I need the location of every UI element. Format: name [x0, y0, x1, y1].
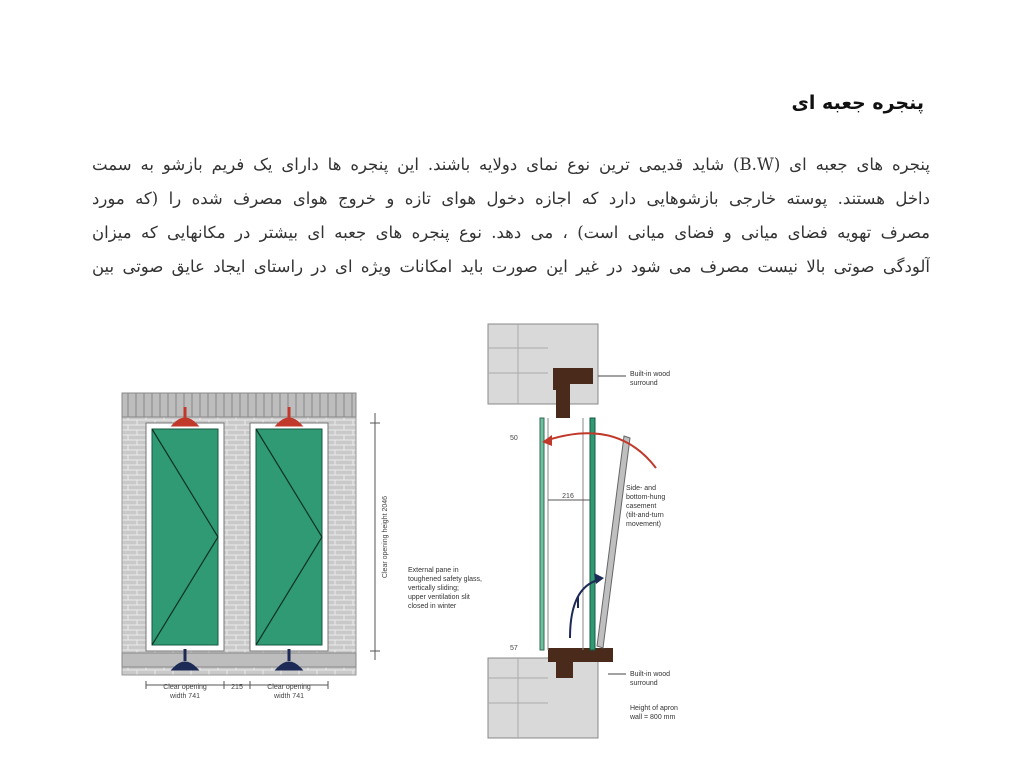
window-elevation-drawing	[110, 385, 400, 715]
depth-dimension-label: 216	[562, 493, 574, 500]
left-width-label: Clear opening	[163, 684, 207, 691]
paragraph-line: آلودگی صوتی بالا نیست مصرف می شود در غیر این صورت باید امکانات ویژه ای در راستای ایجاد عایق صوتی بین	[92, 257, 930, 276]
external-pane	[540, 418, 544, 650]
glass-pane-right	[256, 429, 322, 645]
apron-label: wall = 800 mm	[630, 714, 676, 721]
wall-top	[488, 324, 598, 404]
gap-dimension-label: 215	[231, 684, 243, 691]
wood-surround-top-label: surround	[630, 380, 658, 387]
wood-surround-bottom-label: Built-in wood	[630, 671, 671, 678]
inner-pane	[590, 418, 595, 650]
paragraph-line: مصرف تهویه فضای میانی و فضای میانی است) ، می دهد. نوع پنجره های جعبه ای بیشتر در مکانهایی که میزان	[92, 223, 930, 242]
window-section-drawing	[398, 318, 710, 740]
glass-pane-left	[152, 429, 218, 645]
height-dimension-label: Clear opening height 2046	[382, 495, 389, 579]
left-width-label: width 741	[170, 693, 200, 700]
lintel	[122, 393, 356, 417]
casement-label: (tilt-and-turn	[626, 512, 664, 519]
wood-surround-bottom-label: surround	[630, 680, 658, 687]
external-pane-label: vertically sliding;	[408, 585, 459, 592]
casement-label: movement)	[626, 521, 662, 528]
body-paragraph	[92, 148, 930, 284]
external-pane-label: closed in winter	[408, 603, 457, 610]
sill	[122, 653, 356, 667]
right-width-label: width 741	[274, 693, 304, 700]
casement-label: casement	[626, 503, 657, 510]
paragraph-line: داخل هستند. پوسته خارجی بازشوهایی دارد که اجازه دخول هوای تازه و خروج هوای مصرف شده را (که مورد	[92, 189, 930, 208]
apron-label: Height of apron	[630, 705, 678, 712]
wood-surround-top-label: Built-in wood	[630, 371, 671, 378]
paragraph-line: پنجره های جعبه ای (B.W) شاید قدیمی ترین نوع نمای دولایه باشند. این پنجره ها دارای یک فریم بازشو به سمت	[92, 155, 930, 174]
external-pane-label: External pane in	[408, 567, 459, 574]
bottom-dimension-label: 57	[510, 645, 518, 652]
right-width-label: Clear opening	[267, 684, 311, 691]
external-pane-label: upper ventilation slit	[408, 594, 470, 601]
casement-label: bottom-hung	[626, 494, 666, 501]
top-dimension-label: 50	[510, 435, 518, 442]
slide-title: پنجره جعبه ای	[791, 92, 924, 114]
casement-label: Side- and	[626, 485, 656, 492]
wall-bottom	[488, 658, 598, 738]
external-pane-label: toughened safety glass,	[408, 576, 482, 583]
